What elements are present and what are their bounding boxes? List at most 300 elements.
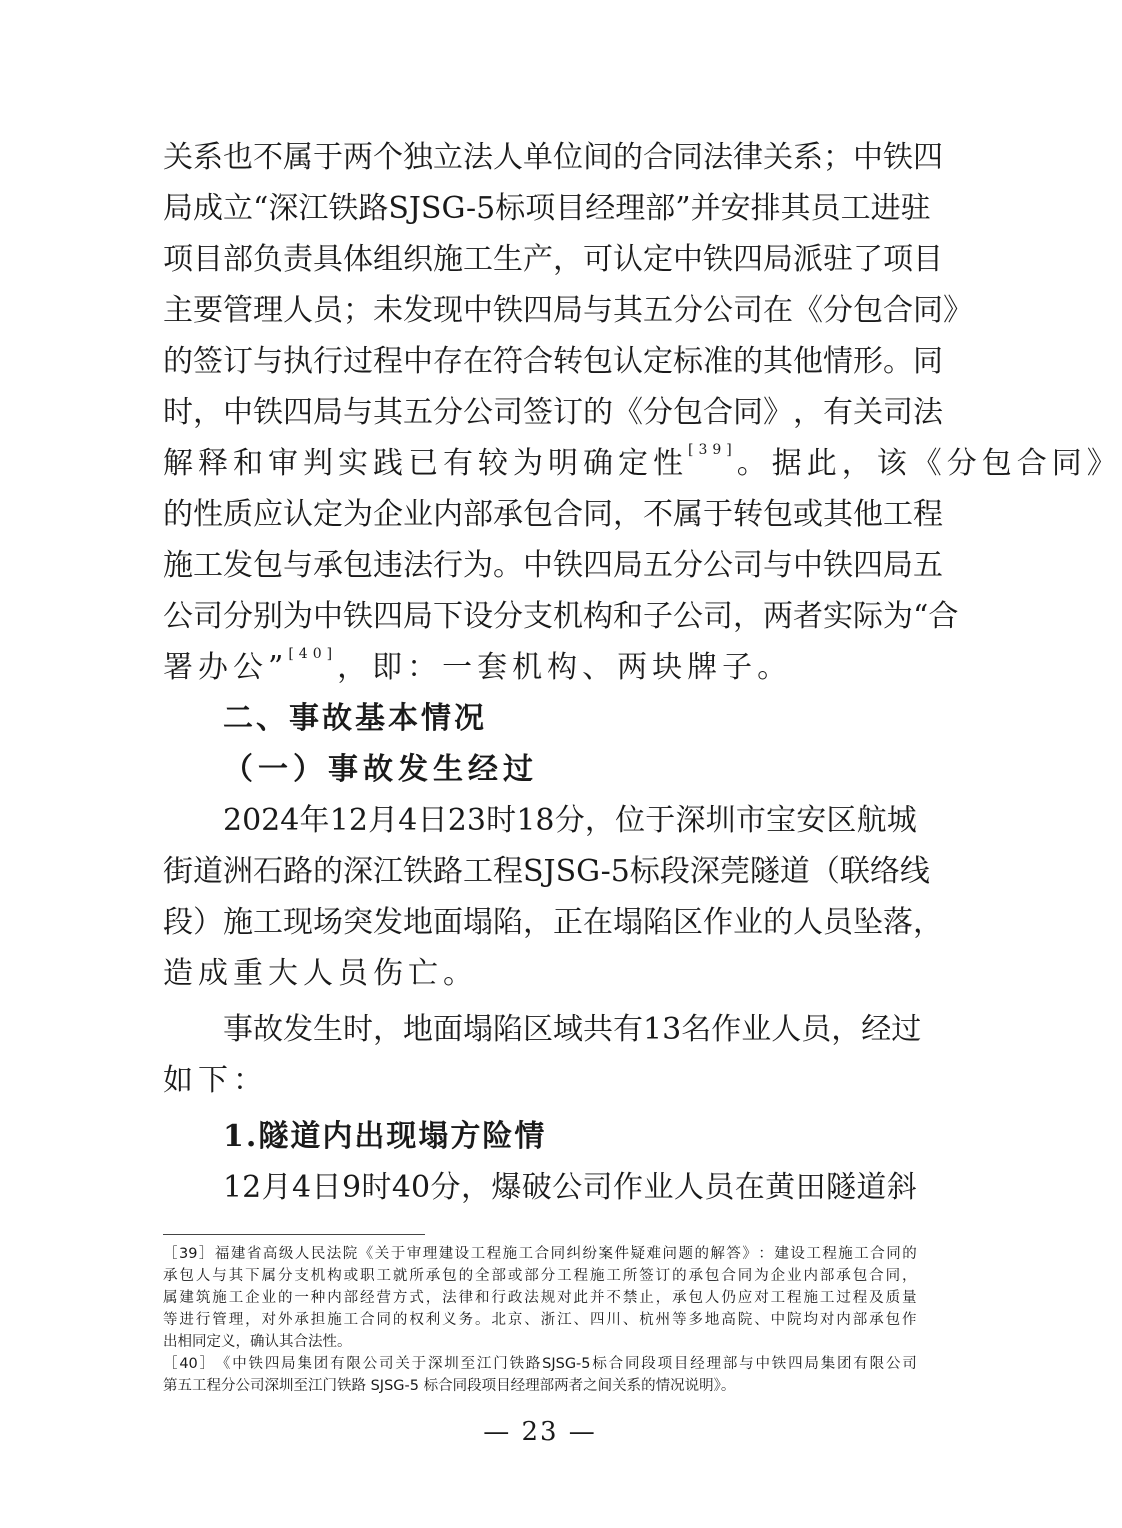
glyph: 人 [771, 1012, 802, 1047]
glyph: 应 [737, 1290, 753, 1306]
glyph: ， [460, 1170, 491, 1205]
glyph: 派 [793, 242, 823, 277]
glyph: 设 [454, 1246, 470, 1262]
glyph: 于 [645, 803, 676, 838]
glyph: 的 [694, 1246, 709, 1262]
glyph: 立 [223, 191, 253, 226]
glyph: 地 [704, 1312, 720, 1328]
glyph: 四 [853, 548, 883, 583]
glyph: 《 [793, 293, 823, 328]
glyph: 了 [853, 242, 883, 277]
glyph: 分 [554, 803, 585, 838]
glyph: 。 [493, 548, 523, 583]
glyph: 同 [583, 497, 613, 532]
glyph: 合 [643, 140, 673, 175]
glyph: 外 [277, 1312, 293, 1328]
glyph: 分 [223, 599, 253, 634]
glyph: 施 [803, 1290, 818, 1306]
glyph: 时 [343, 1012, 373, 1047]
glyph: 行 [491, 1290, 506, 1306]
glyph: 建 [774, 1246, 789, 1262]
glyph: 团 [313, 1356, 329, 1372]
glyph: 在 [463, 344, 493, 379]
glyph: 五 [403, 395, 433, 430]
glyph: 五 [913, 548, 943, 583]
glyph: 工 [343, 1312, 359, 1328]
glyph: 分 [643, 395, 673, 430]
glyph: 立 [433, 140, 463, 175]
glyph: 与 [253, 344, 283, 379]
glyph: 执 [283, 344, 313, 379]
glyph: 理 [253, 293, 283, 328]
glyph: 违 [373, 548, 403, 583]
glyph: 的 [902, 1246, 917, 1262]
glyph: 的 [458, 1268, 474, 1284]
glyph: 深 [675, 803, 706, 838]
glyph: ［ [163, 1246, 178, 1262]
glyph: 工 [253, 905, 283, 940]
glyph: 情 [823, 344, 853, 379]
glyph: 业 [741, 1012, 772, 1047]
glyph: 北 [491, 1312, 506, 1328]
glyph: 及 [869, 1290, 884, 1306]
glyph: 安 [720, 191, 751, 226]
glyph: 难 [646, 1246, 661, 1262]
glyph: 等 [163, 1312, 178, 1328]
text-line [163, 1162, 917, 1213]
glyph: 的 [313, 854, 343, 889]
glyph: ， [523, 905, 553, 940]
footnote-line [163, 1265, 917, 1287]
glyph: 工 [606, 1268, 621, 1284]
subsection-heading: （一）事故发生经过 [223, 752, 538, 787]
glyph: 为 [883, 599, 913, 634]
glyph: 质 [223, 497, 253, 532]
glyph: 合 [534, 1246, 550, 1262]
glyph: 道 [856, 1170, 887, 1205]
text-segment: ，即：一套机构、两块牌子。 [337, 650, 793, 685]
glyph: 经 [690, 1356, 705, 1372]
glyph: 的 [583, 395, 613, 430]
glyph: 法 [442, 1290, 457, 1306]
glyph: 四 [373, 599, 403, 634]
glyph: 过 [343, 344, 373, 379]
glyph: 经 [585, 191, 616, 226]
glyph: 同 [737, 1268, 753, 1284]
glyph: 同 [885, 1268, 901, 1284]
glyph: 建 [179, 1290, 194, 1306]
glyph: 生 [313, 1012, 343, 1047]
glyph: 同 [376, 1312, 391, 1328]
glyph: SJSG-5 [542, 1356, 591, 1372]
glyph: ， [613, 497, 643, 532]
glyph: 程 [822, 1246, 837, 1262]
glyph: 合 [928, 599, 959, 634]
glyph: 发 [223, 548, 253, 583]
glyph: 独 [403, 140, 433, 175]
glyph: 承 [425, 1268, 441, 1284]
glyph: 铁 [509, 1356, 525, 1372]
glyph: 一 [294, 1290, 309, 1306]
glyph: 他 [793, 344, 823, 379]
glyph: 人 [195, 1268, 211, 1284]
glyph: 为 [343, 497, 373, 532]
footnote-ref-40[interactable]: [40] [288, 646, 338, 662]
glyph: 道 [193, 854, 223, 889]
glyph: 福 [214, 1246, 230, 1262]
glyph: 包 [583, 344, 613, 379]
glyph: 应 [253, 497, 283, 532]
glyph: 》 [742, 1246, 757, 1262]
glyph: 场 [313, 905, 343, 940]
glyph: 破 [521, 1170, 552, 1205]
glyph: 隧 [749, 854, 780, 889]
glyph: 工 [770, 1290, 786, 1306]
glyph: 分 [673, 548, 703, 583]
glyph: 路 [433, 854, 463, 889]
glyph: 分 [433, 395, 463, 430]
glyph: 公 [463, 395, 493, 430]
glyph: 目 [193, 242, 223, 277]
glyph: 进 [179, 1312, 194, 1328]
glyph: 为 [463, 548, 493, 583]
footnote-line [163, 1287, 917, 1309]
footnote-line: 第五工程分公司深圳至江门铁路 SJSG-5 标合同段项目经理部两者之间关系的情况说明》。 [163, 1378, 736, 1394]
glyph: 标 [629, 854, 660, 889]
glyph: 宝 [766, 803, 797, 838]
glyph: 人 [793, 905, 823, 940]
glyph: 航 [856, 803, 887, 838]
glyph: 、 [754, 1312, 769, 1328]
glyph: 转 [553, 344, 583, 379]
glyph: 间 [583, 140, 613, 175]
glyph: 作 [613, 1170, 644, 1205]
glyph: 铁 [343, 599, 373, 634]
glyph: 均 [803, 1312, 818, 1328]
glyph: 公 [703, 293, 733, 328]
glyph: 为 [283, 599, 313, 634]
glyph: 所 [409, 1268, 424, 1284]
glyph: 位 [615, 803, 646, 838]
glyph: 业 [403, 497, 433, 532]
glyph: 驻 [900, 191, 931, 226]
glyph: ， [373, 1012, 403, 1047]
glyph: 合 [883, 293, 913, 328]
glyph: 项 [657, 1356, 673, 1372]
glyph: 局 [403, 599, 433, 634]
glyph: 的 [763, 905, 793, 940]
glyph: 单 [523, 140, 553, 175]
glyph: 理 [228, 1312, 244, 1328]
glyph: 局 [613, 548, 643, 583]
glyph: 此 [573, 1290, 589, 1306]
footnote-ref-39[interactable]: [39] [688, 442, 737, 458]
glyph: 人 [704, 1290, 720, 1306]
glyph: 疑 [630, 1246, 645, 1262]
glyph: 与 [283, 548, 313, 583]
text-line: 造成重大人员伤亡。 [163, 956, 478, 991]
glyph: 4 [398, 803, 418, 838]
glyph: 等 [672, 1312, 687, 1328]
glyph: 2024 [223, 803, 300, 838]
glyph: 团 [837, 1356, 852, 1372]
glyph: 所 [622, 1268, 638, 1284]
glyph: 位 [553, 140, 583, 175]
glyph: 同 [913, 293, 943, 328]
glyph: 或 [343, 1268, 359, 1284]
glyph: 与 [343, 395, 373, 430]
glyph: 其 [373, 395, 403, 430]
glyph: 施 [223, 905, 253, 940]
glyph: 部 [645, 191, 676, 226]
glyph: 包 [673, 395, 703, 430]
glyph: 路 [358, 191, 389, 226]
glyph: 行 [313, 344, 343, 379]
glyph: 陷 [493, 1012, 523, 1047]
glyph: 经 [360, 1290, 375, 1306]
glyph: 、 [622, 1312, 638, 1328]
glyph: 工 [193, 548, 223, 583]
glyph: 包 [523, 497, 553, 532]
glyph: 员 [313, 293, 343, 328]
glyph: 发 [283, 1012, 313, 1047]
glyph: 规 [540, 1290, 556, 1306]
glyph: 全 [475, 1268, 490, 1284]
glyph: 部 [722, 1356, 738, 1372]
glyph: 包 [253, 548, 283, 583]
glyph: 四 [733, 242, 763, 277]
text-line [163, 489, 943, 540]
glyph: 故 [253, 1012, 283, 1047]
glyph: 40 [391, 1170, 431, 1205]
glyph: 转 [733, 497, 763, 532]
glyph: 构 [327, 1268, 342, 1284]
glyph: 合 [523, 344, 553, 379]
glyph: 多 [688, 1312, 703, 1328]
glyph: 法 [403, 548, 433, 583]
glyph: 答 [726, 1246, 741, 1262]
glyph: 作 [703, 905, 733, 940]
glyph: 部 [491, 1268, 506, 1284]
glyph: 铁 [248, 1356, 264, 1372]
glyph: 铁 [771, 1356, 787, 1372]
glyph: ， [913, 905, 943, 940]
glyph: 其 [780, 191, 811, 226]
glyph: 分 [673, 293, 703, 328]
text-segment: 署办公” [163, 650, 289, 685]
glyph: 》 [763, 395, 793, 430]
glyph: 定 [643, 344, 673, 379]
glyph: 发 [403, 293, 433, 328]
glyph: 设 [463, 599, 493, 634]
glyph: 的 [277, 1290, 293, 1306]
glyph: 对 [261, 1312, 277, 1328]
footnote-line [163, 1353, 917, 1375]
glyph: 支 [294, 1268, 309, 1284]
glyph: 区 [673, 905, 703, 940]
glyph: 四 [264, 1356, 280, 1372]
glyph: 工 [470, 1246, 486, 1262]
glyph: 中 [755, 1356, 770, 1372]
glyph: 共 [583, 1012, 613, 1047]
glyph: 程 [573, 1268, 589, 1284]
glyph: 四 [523, 293, 553, 328]
glyph: 织 [403, 242, 433, 277]
glyph: 律 [458, 1290, 474, 1306]
glyph: 、 [573, 1312, 589, 1328]
glyph: 法 [326, 1246, 342, 1262]
glyph: 40 [179, 1356, 198, 1372]
glyph: 属 [283, 140, 313, 175]
text-line-footnote-39 [163, 438, 1122, 489]
text-line [163, 336, 943, 387]
glyph: 纠 [566, 1246, 582, 1262]
glyph: 也 [223, 140, 253, 175]
glyph: 关 [163, 140, 193, 175]
glyph: ， [733, 599, 763, 634]
glyph: ， [901, 1268, 917, 1284]
glyph: 《 [613, 395, 643, 430]
glyph: 分 [277, 1268, 293, 1284]
glyph: 合 [553, 497, 583, 532]
glyph: 同 [913, 344, 943, 379]
glyph: 企 [245, 1290, 260, 1306]
glyph: 月 [368, 803, 399, 838]
glyph: 筑 [195, 1290, 211, 1306]
glyph: 施 [327, 1312, 342, 1328]
glyph: 铁 [883, 140, 913, 175]
glyph: 他 [853, 497, 883, 532]
glyph: 铁 [553, 548, 583, 583]
glyph: 认 [283, 497, 313, 532]
footnote-divider [163, 1234, 425, 1235]
glyph: 与 [212, 1268, 227, 1284]
glyph: 段 [659, 854, 690, 889]
glyph: 铁 [403, 854, 433, 889]
glyph: 同 [673, 140, 703, 175]
glyph: 的 [163, 344, 193, 379]
glyph: 川 [606, 1312, 621, 1328]
glyph: 程 [486, 1246, 502, 1262]
glyph: 员 [810, 191, 841, 226]
glyph: 负 [253, 242, 283, 277]
glyph: 合 [721, 1268, 736, 1284]
glyph: 39 [178, 1246, 198, 1262]
glyph: 田 [795, 1170, 826, 1205]
glyph: 工 [883, 497, 913, 532]
glyph: 机 [553, 599, 583, 634]
glyph: 分 [540, 1268, 556, 1284]
body-text [163, 132, 1122, 1213]
text-line: 如下： [163, 1063, 268, 1098]
text-segment: 解释和审判实践已有较为明确定性 [163, 446, 688, 481]
glyph: 下 [433, 599, 463, 634]
glyph: 深 [343, 854, 373, 889]
glyph: 工 [518, 1246, 534, 1262]
glyph: 同 [733, 395, 763, 430]
glyph: 体 [343, 242, 373, 277]
glyph: 承 [869, 1312, 884, 1328]
glyph: 日 [311, 1170, 342, 1205]
glyph: 定 [643, 242, 673, 277]
glyph: 名 [681, 1012, 712, 1047]
text-line [163, 846, 930, 897]
glyph: 院 [342, 1246, 358, 1262]
glyph: 。 [883, 344, 913, 379]
glyph: 江 [557, 1312, 572, 1328]
glyph: 仍 [721, 1290, 736, 1306]
glyph: 内 [803, 1268, 818, 1284]
glyph: 管 [212, 1312, 227, 1328]
glyph: 禁 [622, 1290, 638, 1306]
glyph: 莞 [719, 854, 750, 889]
glyph: 人 [493, 140, 523, 175]
glyph: 作 [711, 1012, 742, 1047]
glyph: 浙 [540, 1312, 556, 1328]
glyph: 线 [899, 854, 930, 889]
glyph: 签 [523, 395, 553, 430]
glyph: 承 [836, 1268, 851, 1284]
glyph: 施 [163, 548, 193, 583]
glyph: 工 [806, 1246, 821, 1262]
glyph: 其 [228, 1268, 244, 1284]
glyph: 同 [624, 1356, 640, 1372]
glyph: 公 [885, 1356, 901, 1372]
glyph: 标 [673, 344, 703, 379]
glyph: 分 [493, 599, 523, 634]
glyph: 止 [639, 1290, 654, 1306]
glyph: 12 [223, 1170, 262, 1205]
glyph: 安 [796, 803, 827, 838]
glyph: 项 [525, 191, 556, 226]
glyph: （ [809, 854, 840, 889]
glyph: 司 [902, 1356, 917, 1372]
glyph: 纷 [582, 1246, 598, 1262]
glyph: 员 [823, 905, 853, 940]
glyph: 》 [943, 293, 973, 328]
glyph: 斜 [886, 1170, 917, 1205]
glyph: 《 [358, 1246, 374, 1262]
glyph: 集 [297, 1356, 312, 1372]
glyph: 未 [373, 293, 403, 328]
glyph: 23 [447, 803, 486, 838]
glyph: 程 [913, 497, 943, 532]
glyph: 施 [838, 1246, 853, 1262]
glyph: 铁 [703, 242, 733, 277]
glyph: 不 [606, 1290, 621, 1306]
page-number: — 23 — [483, 1417, 597, 1447]
glyph: 际 [853, 599, 883, 634]
glyph: ， [793, 395, 823, 430]
glyph: 4 [292, 1170, 312, 1205]
glyph: ， [193, 395, 223, 430]
text-line [163, 591, 959, 642]
glyph: 法 [463, 140, 493, 175]
glyph: 工 [557, 1268, 572, 1284]
glyph: 包 [763, 497, 793, 532]
glyph: 程 [787, 1290, 802, 1306]
glyph: 关 [763, 140, 793, 175]
glyph: 业 [733, 905, 763, 940]
glyph: 至 [460, 1356, 476, 1372]
glyph: 公 [673, 599, 703, 634]
glyph: 解 [710, 1246, 725, 1262]
glyph: 局 [804, 1356, 819, 1372]
glyph: 部 [343, 1290, 359, 1306]
glyph: 部 [223, 242, 253, 277]
glyph: 排 [750, 191, 781, 226]
glyph: 符 [493, 344, 523, 379]
